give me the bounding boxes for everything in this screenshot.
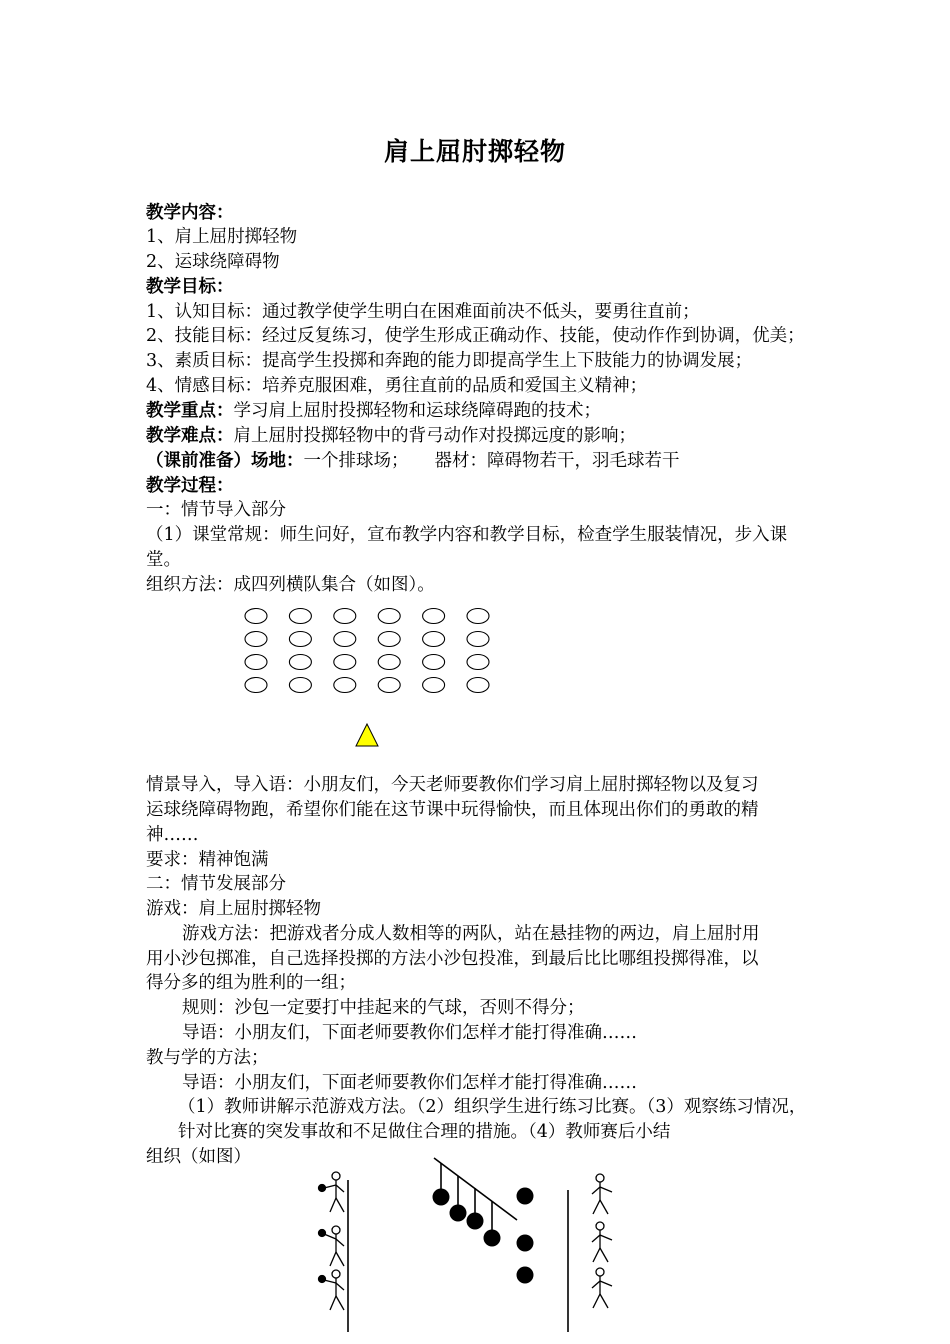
thrower-right-figure-icon [592,1174,612,1214]
teach-heading: 教与学的方法； [146,1048,269,1068]
objective-item: 2、技能目标：经过反复练习，使学生形成正确动作、技能，使动作作到协调，优美； [146,326,805,346]
part1-heading: 一：情节导入部分 [146,500,286,520]
thrower-left-figure-icon [319,1226,345,1266]
guide-line: 导语：小朋友们，下面老师要教你们怎样才能打得准确…… [182,1023,637,1043]
hanging-ball [467,1213,484,1230]
difficulty-label: 教学难点： [146,426,234,446]
thrower-left-figure-icon [319,1172,345,1212]
prep-label: （课前准备）场地： [146,451,304,471]
objective-item: 1、认知目标：通过教学使学生明白在困难面前决不低头，要勇往直前； [146,302,700,322]
prep-equip: 障碍物若干，羽毛球若干 [487,451,680,471]
thrower-right-figure-icon [592,1268,612,1308]
intro-line: 情景导入，导入语：小朋友们，今天老师要教你们学习肩上屈肘掷轻物以及复习 [146,775,759,795]
ground-ball [517,1235,534,1252]
content-item: 1、肩上屈肘掷轻物 [146,227,298,247]
requirement: 要求：精神饱满 [146,850,269,870]
intro-line: 神…… [146,825,199,845]
hanging-ball [484,1230,501,1247]
thrower-left-figure-icon [319,1270,345,1310]
prep-equip-label: 器材： [434,451,487,471]
hanging-ball [433,1189,450,1206]
method-line: 用小沙包掷准，自己选择投掷的方法小沙包投准，到最后比比哪组投掷得准，以 [146,949,759,969]
org-method: 组织方法：成四列横队集合（如图）。 [146,575,435,595]
ground-ball [517,1188,534,1205]
objectives-heading: 教学目标： [146,277,234,297]
ground-ball [517,1267,534,1284]
content-item: 2、运球绕障碍物 [146,252,280,272]
key-point-label: 教学重点： [146,401,234,421]
part2-heading: 二：情节发展部分 [146,874,286,894]
thrower-right-figure-icon [592,1222,612,1262]
intro-line: 运球绕障碍物跑，希望你们能在这节课中玩得愉快，而且体现出你们的勇敢的精 [146,800,759,820]
process-heading: 教学过程： [146,476,234,496]
steps-line: （1）教师讲解示范游戏方法。（2）组织学生进行练习比赛。（3）观察练习情况， [178,1097,807,1117]
routine-line: （1）课堂常规：师生问好，宣布教学内容和教学目标，检查学生服装情况，步入课 [146,525,788,545]
page-title: 肩上屈肘掷轻物 [383,137,566,166]
prep-venue: 一个排球场； [303,451,409,471]
method-line: 得分多的组为胜利的一组； [146,973,356,993]
method-line: 游戏方法：把游戏者分成人数相等的两队，站在悬挂物的两边，肩上屈肘用 [182,924,760,944]
key-point-text: 学习肩上屈肘投掷轻物和运球绕障碍跑的技术； [233,401,601,421]
routine-line: 堂。 [146,550,181,570]
hanging-ball [450,1205,467,1222]
game-name: 游戏：肩上屈肘掷轻物 [146,899,321,919]
left-team [319,1172,345,1310]
guide-line: 导语：小朋友们，下面老师要教你们怎样才能打得准确…… [182,1073,637,1093]
difficulty-text: 肩上屈肘投掷轻物中的背弓动作对投掷远度的影响； [233,426,636,446]
steps-line: 针对比赛的突发事故和不足做住合理的措施。（4）教师赛后小结 [178,1122,671,1142]
objective-item: 3、素质目标：提高学生投掷和奔跑的能力即提高学生上下肢能力的协调发展； [146,351,753,371]
org-label: 组织（如图） [146,1147,251,1167]
content-heading: 教学内容： [146,203,234,223]
right-team [592,1174,612,1308]
rule: 规则：沙包一定要打中挂起来的气球，否则不得分； [182,998,585,1018]
objective-item: 4、情感目标：培养克服困难，勇往直前的品质和爱国主义精神； [146,376,648,396]
